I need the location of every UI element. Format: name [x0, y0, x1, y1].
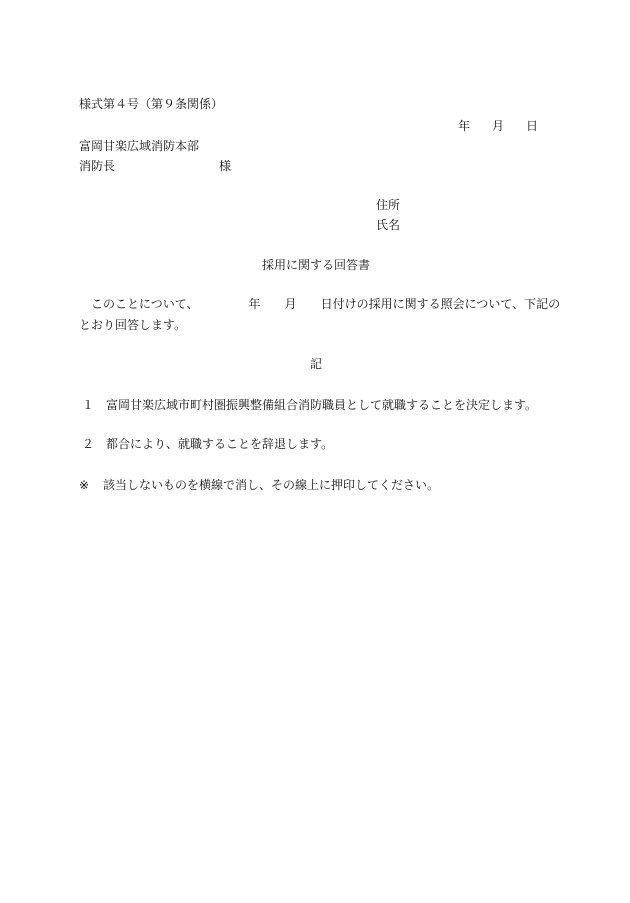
sender-name-label: 氏名 — [376, 218, 401, 232]
date-month: 月 — [492, 119, 505, 133]
note-text: 該当しないものを横線で消し、その線上に押印してください。 — [103, 478, 440, 492]
note-mark: ※ — [79, 478, 90, 492]
ki-heading: 記 — [310, 357, 323, 371]
list-item — [79, 436, 333, 452]
recipient-honorific: 様 — [219, 159, 232, 173]
date-day: 日 — [526, 119, 539, 133]
recipient-title: 消防長 — [79, 159, 116, 173]
item-number: ２ — [82, 437, 95, 451]
body-year: 年 — [248, 297, 261, 311]
item-text: 富岡甘楽広域市町村圏振興整備組合消防職員として就職することを決定します。 — [106, 398, 538, 412]
date-line — [458, 118, 538, 134]
item-number: １ — [82, 398, 95, 412]
body-intro: このことについて、 — [91, 297, 199, 311]
date-year: 年 — [458, 119, 471, 133]
list-item — [79, 397, 537, 413]
note-line — [79, 477, 439, 493]
body-month: 月 — [284, 297, 297, 311]
document-title: 採用に関する回答書 — [262, 258, 371, 272]
recipient-organization: 富岡甘楽広域消防本部 — [79, 139, 200, 153]
form-number: 様式第４号（第９条関係） — [79, 97, 224, 111]
body-paragraph-line1 — [79, 296, 560, 312]
recipient-line — [79, 158, 232, 174]
body-paragraph-line2: とおり回答します。 — [79, 318, 187, 332]
item-text: 都合により、就職することを辞退します。 — [106, 437, 334, 451]
body-rest: 日付けの採用に関する照会について、下記の — [320, 297, 561, 311]
sender-address-label: 住所 — [376, 198, 401, 212]
